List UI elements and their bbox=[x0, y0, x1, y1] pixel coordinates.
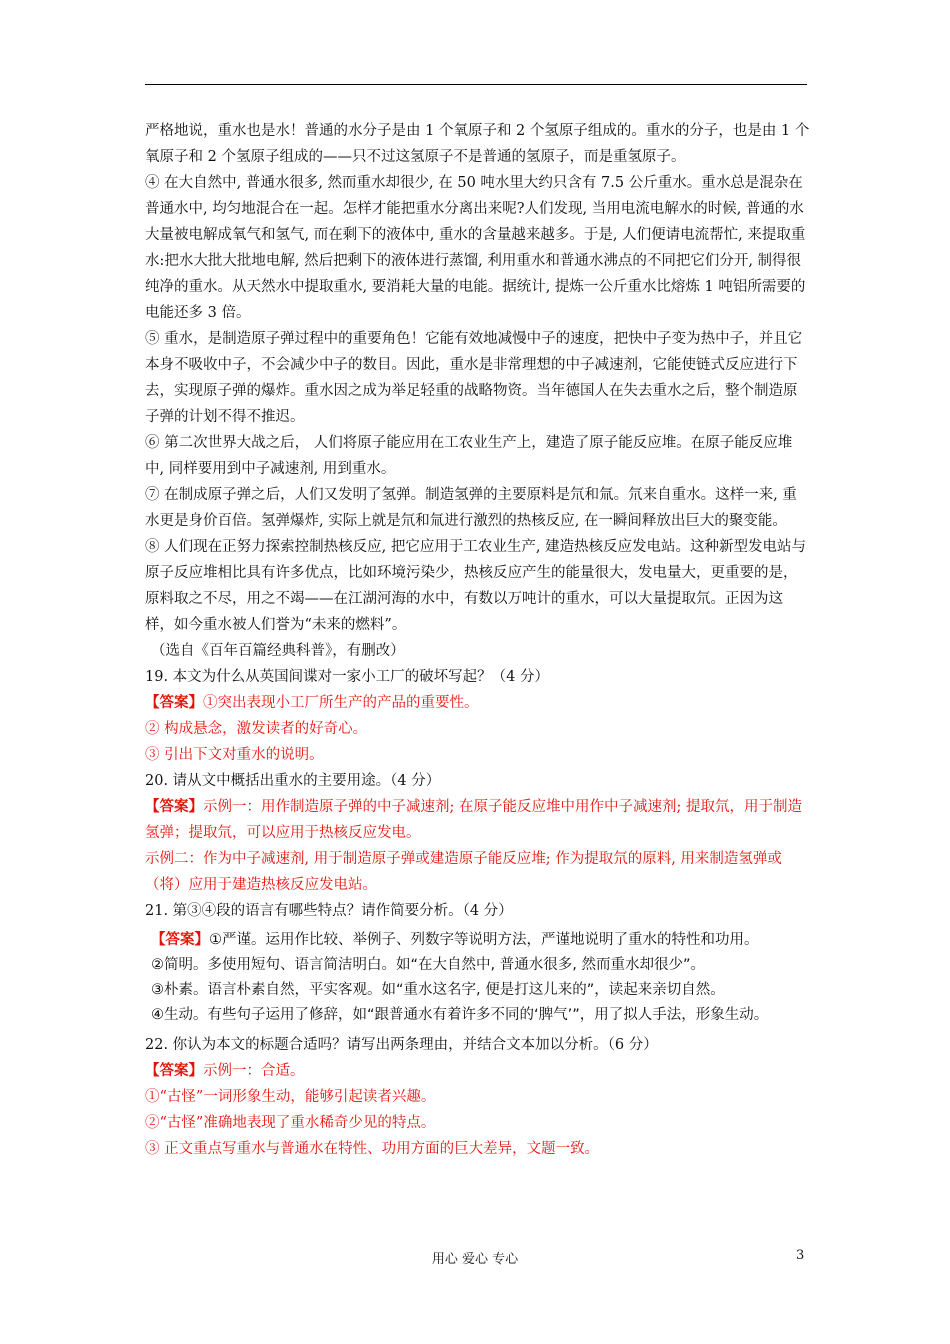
footer-text: 用心 爱心 专心 bbox=[431, 1252, 519, 1267]
paragraph-8: ⑧ 人们现在正努力探索控制热核反应, 把它应用于工农业生产, 建造热核反应发电站。这种新型发电站与原子反应堆相比具有许多优点，比如环境污染少，热核反应产生的能量很大，发电量大，更重要的是，原料取之不尽，用之不竭——在江湖河海的水中，有数以万吨计的重水，可以大量提取氘。正因为这样，如今重水被人们誉为“未来的燃料”。 bbox=[145, 539, 807, 633]
question-20: 20. 请从文中概括出重水的主要用途。（4 分） bbox=[145, 773, 441, 789]
question-21: 21. 第③④段的语言有哪些特点？请作简要分析。（4 分） bbox=[145, 903, 513, 919]
answer-19-1: 【答案】①突出表现小工厂所生产的产品的重要性。 bbox=[145, 694, 479, 711]
paragraph-3: 严格地说，重水也是水！普通的水分子是由 1 个氧原子和 2 个氢原子组成的。重水的分子，也是由 1 个氧原子和 2 个氢原子组成的——只不过这氢原子不是普通的氢原子，而是重氢原子。 bbox=[145, 123, 810, 165]
page-number: 3 bbox=[796, 1248, 805, 1263]
paragraph-5: ⑤ 重水，是制造原子弹过程中的重要角色！它能有效地减慢中子的速度，把快中子变为热中子，并且它本身不吸收中子，不会减少中子的数目。因此，重水是非常理想的中子减速剂，它能使链式反应进行下去，实现原子弹的爆炸。重水因之成为举足轻重的战略物资。当年德国人在失去重水之后，整个制造原子弹的计划不得不推迟。 bbox=[145, 331, 803, 425]
answer-21-1: 【答案】①严谨。运用作比较、举例子、列数字等说明方法，严谨地说明了重水的特性和功用。 bbox=[151, 932, 759, 948]
answer-label: 【答案】 bbox=[151, 932, 209, 948]
answer-22-3: ②“古怪”准确地表现了重水稀奇少见的特点。 bbox=[145, 1115, 436, 1131]
paragraph-4: ④ 在大自然中, 普通水很多, 然而重水却很少, 在 50 吨水里大约只含有 7.5 公斤重水。重水总是混杂在普通水中, 均匀地混合在一起。怎样才能把重水分离出来呢?人们发现, 当用电流电解水的时候, 普通的水大量被电解成氧气和氢气, 而在剩下的液体中, 重水的含量越来越多。于是, 人们便请电流帮忙, 来提取重水:把水大批大批地电解, 然后把剩下的液体进行蒸馏, 利用重水和普通水沸点的不同把它们分开, 制得很纯净的重水。从天然水中提取重水, 要消耗大量的电能。据统计, 提炼一公斤重水比熔炼 1 吨铝所需要的电能还多 3 倍。 bbox=[145, 175, 806, 321]
answer-label: 【答案】 bbox=[145, 694, 203, 711]
paragraph-7: ⑦ 在制成原子弹之后，人们又发明了氢弹。制造氢弹的主要原料是氘和氚。氘来自重水。这样一来, 重水更是身价百倍。氢弹爆炸, 实际上就是氘和氚进行激烈的热核反应, 在一瞬间释放出巨大的聚变能。 bbox=[145, 487, 797, 529]
answer-19-2: ② 构成悬念，激发读者的好奇心。 bbox=[145, 721, 368, 737]
source-note: （选自《百年百篇经典科普》，有删改） bbox=[151, 643, 405, 659]
answer-label: 【答案】 bbox=[145, 798, 203, 815]
answer-21-block bbox=[151, 928, 810, 1028]
answer-21-2: ②简明。多使用短句、语言简洁明白。如“在大自然中, 普通水很多, 然而重水却很少”。 bbox=[151, 957, 705, 973]
answer-22-2: ①“古怪”一词形象生动，能够引起读者兴趣。 bbox=[145, 1089, 436, 1105]
answer-20-1: 【答案】示例一：用作制造原子弹的中子减速剂; 在原子能反应堆中用作中子减速剂; 提取氘，用于制造氢弹；提取氘，可以应用于热核反应发电。 bbox=[145, 798, 802, 841]
answer-20-2: 示例二：作为中子减速剂, 用于制造原子弹或建造原子能反应堆; 作为提取氘的原料, 用来制造氢弹或（将）应用于建造热核反应发电站。 bbox=[145, 851, 782, 893]
answer-label: 【答案】 bbox=[145, 1062, 203, 1079]
answer-22-1: 【答案】示例一：合适。 bbox=[145, 1062, 305, 1079]
paragraph-6: ⑥ 第二次世界大战之后， 人们将原子能应用在工农业生产上，建造了原子能反应堆。在原子能反应堆中, 同样要用到中子减速剂, 用到重水。 bbox=[145, 435, 793, 477]
question-22: 22. 你认为本文的标题合适吗？请写出两条理由，并结合文本加以分析。（6 分） bbox=[145, 1037, 658, 1053]
document-body bbox=[145, 118, 810, 1162]
answer-21-4: ④生动。有些句子运用了修辞，如“跟普通水有着许多不同的‘脾气’”，用了拟人手法，形象生动。 bbox=[151, 1007, 769, 1023]
answer-22-4: ③ 正文重点写重水与普通水在特性、功用方面的巨大差异，文题一致。 bbox=[145, 1141, 600, 1157]
answer-21-3: ③朴素。语言朴素自然，平实客观。如“重水这名字, 便是打这儿来的”，读起来亲切自然。 bbox=[151, 982, 725, 998]
header-rule bbox=[145, 84, 807, 85]
question-19: 19. 本文为什么从英国间谍对一家小工厂的破坏写起？（4 分） bbox=[145, 669, 550, 685]
answer-19-3: ③ 引出下文对重水的说明。 bbox=[145, 747, 324, 763]
